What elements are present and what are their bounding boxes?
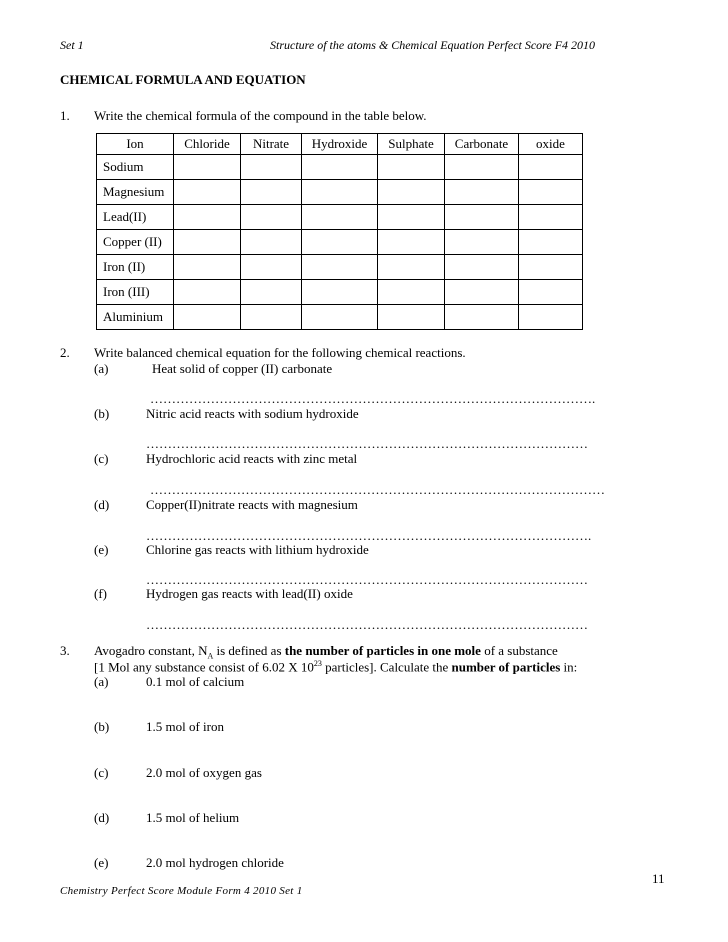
q3-line2-superscript: 23 bbox=[313, 659, 322, 668]
answer-cell[interactable] bbox=[378, 255, 445, 280]
answer-cell[interactable] bbox=[445, 155, 519, 180]
q3-line1-text: of a substance bbox=[480, 643, 558, 658]
q3-item-text: 1.5 mol of helium bbox=[146, 810, 240, 825]
answer-cell[interactable] bbox=[519, 230, 583, 255]
answer-cell[interactable] bbox=[445, 180, 519, 205]
answer-cell[interactable] bbox=[445, 230, 519, 255]
answer-cell[interactable] bbox=[302, 280, 378, 305]
answer-cell[interactable] bbox=[174, 155, 241, 180]
q3-line2-bold: number of particles bbox=[451, 659, 561, 675]
q2-item-label: (f) bbox=[94, 586, 107, 601]
q2-number: 2. bbox=[60, 345, 70, 360]
answer-cell[interactable] bbox=[519, 205, 583, 230]
q2-item-text: Heat solid of copper (II) carbonate bbox=[152, 361, 333, 376]
answer-cell[interactable] bbox=[241, 280, 302, 305]
answer-cell[interactable] bbox=[378, 230, 445, 255]
table-row bbox=[97, 255, 583, 280]
answer-cell[interactable] bbox=[241, 305, 302, 330]
table-row bbox=[97, 180, 583, 205]
q2-item-label: (b) bbox=[94, 406, 110, 421]
q2-item-text: Hydrogen gas reacts with lead(II) oxide bbox=[146, 586, 353, 601]
answer-cell[interactable] bbox=[241, 205, 302, 230]
answer-cell[interactable] bbox=[302, 205, 378, 230]
footer-text: Chemistry Perfect Score Module Form 4 2010 Set 1 bbox=[60, 885, 303, 897]
answer-line[interactable]: ………………………………………………………………………………………… bbox=[146, 436, 588, 451]
q2-item-label: (e) bbox=[94, 542, 109, 557]
answer-line[interactable]: …………………………………………………………………………………………. bbox=[146, 528, 592, 543]
answer-cell[interactable] bbox=[174, 255, 241, 280]
answer-cell[interactable] bbox=[519, 180, 583, 205]
row-label: Aluminium bbox=[97, 305, 174, 330]
page-title: CHEMICAL FORMULA AND EQUATION bbox=[60, 72, 306, 87]
table-row bbox=[97, 280, 583, 305]
answer-cell[interactable] bbox=[445, 205, 519, 230]
col-header: Hydroxide bbox=[302, 134, 378, 155]
answer-cell[interactable] bbox=[241, 255, 302, 280]
answer-cell[interactable] bbox=[302, 180, 378, 205]
answer-cell[interactable] bbox=[241, 230, 302, 255]
q3-item-label: (e) bbox=[94, 855, 109, 870]
answer-line[interactable]: ………………………………………………………………………………………… bbox=[146, 617, 588, 632]
q2-item-label: (c) bbox=[94, 451, 109, 466]
answer-cell[interactable] bbox=[378, 205, 445, 230]
q3-item-label: (c) bbox=[94, 765, 109, 780]
q3-line2-text: [1 Mol any substance consist of 6.02 X 10 bbox=[94, 659, 314, 675]
table-row bbox=[97, 230, 583, 255]
answer-line[interactable]: ………………………………………………………………………………………… bbox=[146, 572, 588, 587]
table-row bbox=[97, 305, 583, 330]
table-row bbox=[97, 205, 583, 230]
q3-line1-text: is defined as bbox=[213, 643, 285, 658]
table-header-row bbox=[97, 134, 583, 155]
answer-cell[interactable] bbox=[519, 280, 583, 305]
col-header: Chloride bbox=[174, 134, 241, 155]
q3-line1-subscript: A bbox=[207, 651, 214, 661]
q3-item-text: 2.0 mol hydrogen chloride bbox=[146, 855, 284, 870]
col-header: Sulphate bbox=[378, 134, 445, 155]
col-header: oxide bbox=[519, 134, 583, 155]
q2-item-text: Nitric acid reacts with sodium hydroxide bbox=[146, 406, 359, 421]
q3-item-label: (a) bbox=[94, 674, 109, 689]
q3-item-label: (b) bbox=[94, 719, 110, 734]
answer-cell[interactable] bbox=[174, 180, 241, 205]
row-label: Sodium bbox=[97, 155, 174, 180]
answer-cell[interactable] bbox=[378, 180, 445, 205]
answer-cell[interactable] bbox=[241, 155, 302, 180]
q3-number: 3. bbox=[60, 643, 70, 658]
q3-line2-text: particles]. Calculate the bbox=[321, 659, 452, 675]
q2-item-text: Hydrochloric acid reacts with zinc metal bbox=[146, 451, 358, 466]
answer-cell[interactable] bbox=[378, 155, 445, 180]
q3-line1-bold: the number of particles in one mole bbox=[284, 643, 481, 658]
q2-text: Write balanced chemical equation for the following chemical reactions. bbox=[94, 345, 466, 360]
q3-item-text: 0.1 mol of calcium bbox=[146, 674, 245, 689]
row-label: Iron (III) bbox=[97, 280, 174, 305]
answer-cell[interactable] bbox=[519, 255, 583, 280]
col-header: Ion bbox=[97, 134, 174, 155]
answer-cell[interactable] bbox=[241, 180, 302, 205]
q3-item-text: 2.0 mol of oxygen gas bbox=[146, 765, 262, 780]
q2-item-text: Copper(II)nitrate reacts with magnesium bbox=[146, 497, 358, 512]
header-left: Set 1 bbox=[60, 38, 84, 52]
q3-line2 bbox=[94, 659, 577, 675]
q2-item-label: (a) bbox=[94, 361, 109, 376]
q3-line1-text: Avogadro constant, N bbox=[94, 643, 208, 658]
q3-line1 bbox=[94, 643, 558, 661]
header-right: Structure of the atoms & Chemical Equation Perfect Score F4 2010 bbox=[270, 38, 596, 52]
answer-cell[interactable] bbox=[174, 305, 241, 330]
answer-cell[interactable] bbox=[519, 305, 583, 330]
table-row bbox=[97, 155, 583, 180]
answer-cell[interactable] bbox=[445, 305, 519, 330]
col-header: Nitrate bbox=[241, 134, 302, 155]
answer-line[interactable]: …………………………………………………………………………………………. bbox=[150, 391, 596, 406]
answer-line[interactable]: …………………………………………………………………………………………… bbox=[150, 482, 605, 497]
answer-cell[interactable] bbox=[174, 230, 241, 255]
q1-text: Write the chemical formula of the compound in the table below. bbox=[94, 108, 427, 123]
q3-item-text: 1.5 mol of iron bbox=[146, 719, 224, 734]
answer-cell[interactable] bbox=[378, 280, 445, 305]
answer-cell[interactable] bbox=[302, 230, 378, 255]
col-header: Carbonate bbox=[445, 134, 519, 155]
page-number: 11 bbox=[652, 871, 665, 886]
q3-item-label: (d) bbox=[94, 810, 110, 825]
answer-cell[interactable] bbox=[174, 205, 241, 230]
q1-number: 1. bbox=[60, 108, 70, 123]
answer-cell[interactable] bbox=[302, 305, 378, 330]
answer-cell[interactable] bbox=[174, 280, 241, 305]
q3-line2-text: in: bbox=[560, 659, 578, 675]
answer-cell[interactable] bbox=[445, 280, 519, 305]
row-label: Magnesium bbox=[97, 180, 174, 205]
q2-item-text: Chlorine gas reacts with lithium hydroxide bbox=[146, 542, 369, 557]
q2-item-label: (d) bbox=[94, 497, 110, 512]
formula-table bbox=[96, 133, 583, 330]
row-label: Lead(II) bbox=[97, 205, 174, 230]
answer-cell[interactable] bbox=[302, 255, 378, 280]
answer-cell[interactable] bbox=[519, 155, 583, 180]
answer-cell[interactable] bbox=[378, 305, 445, 330]
row-label: Copper (II) bbox=[97, 230, 174, 255]
answer-cell[interactable] bbox=[445, 255, 519, 280]
row-label: Iron (II) bbox=[97, 255, 174, 280]
answer-cell[interactable] bbox=[302, 155, 378, 180]
